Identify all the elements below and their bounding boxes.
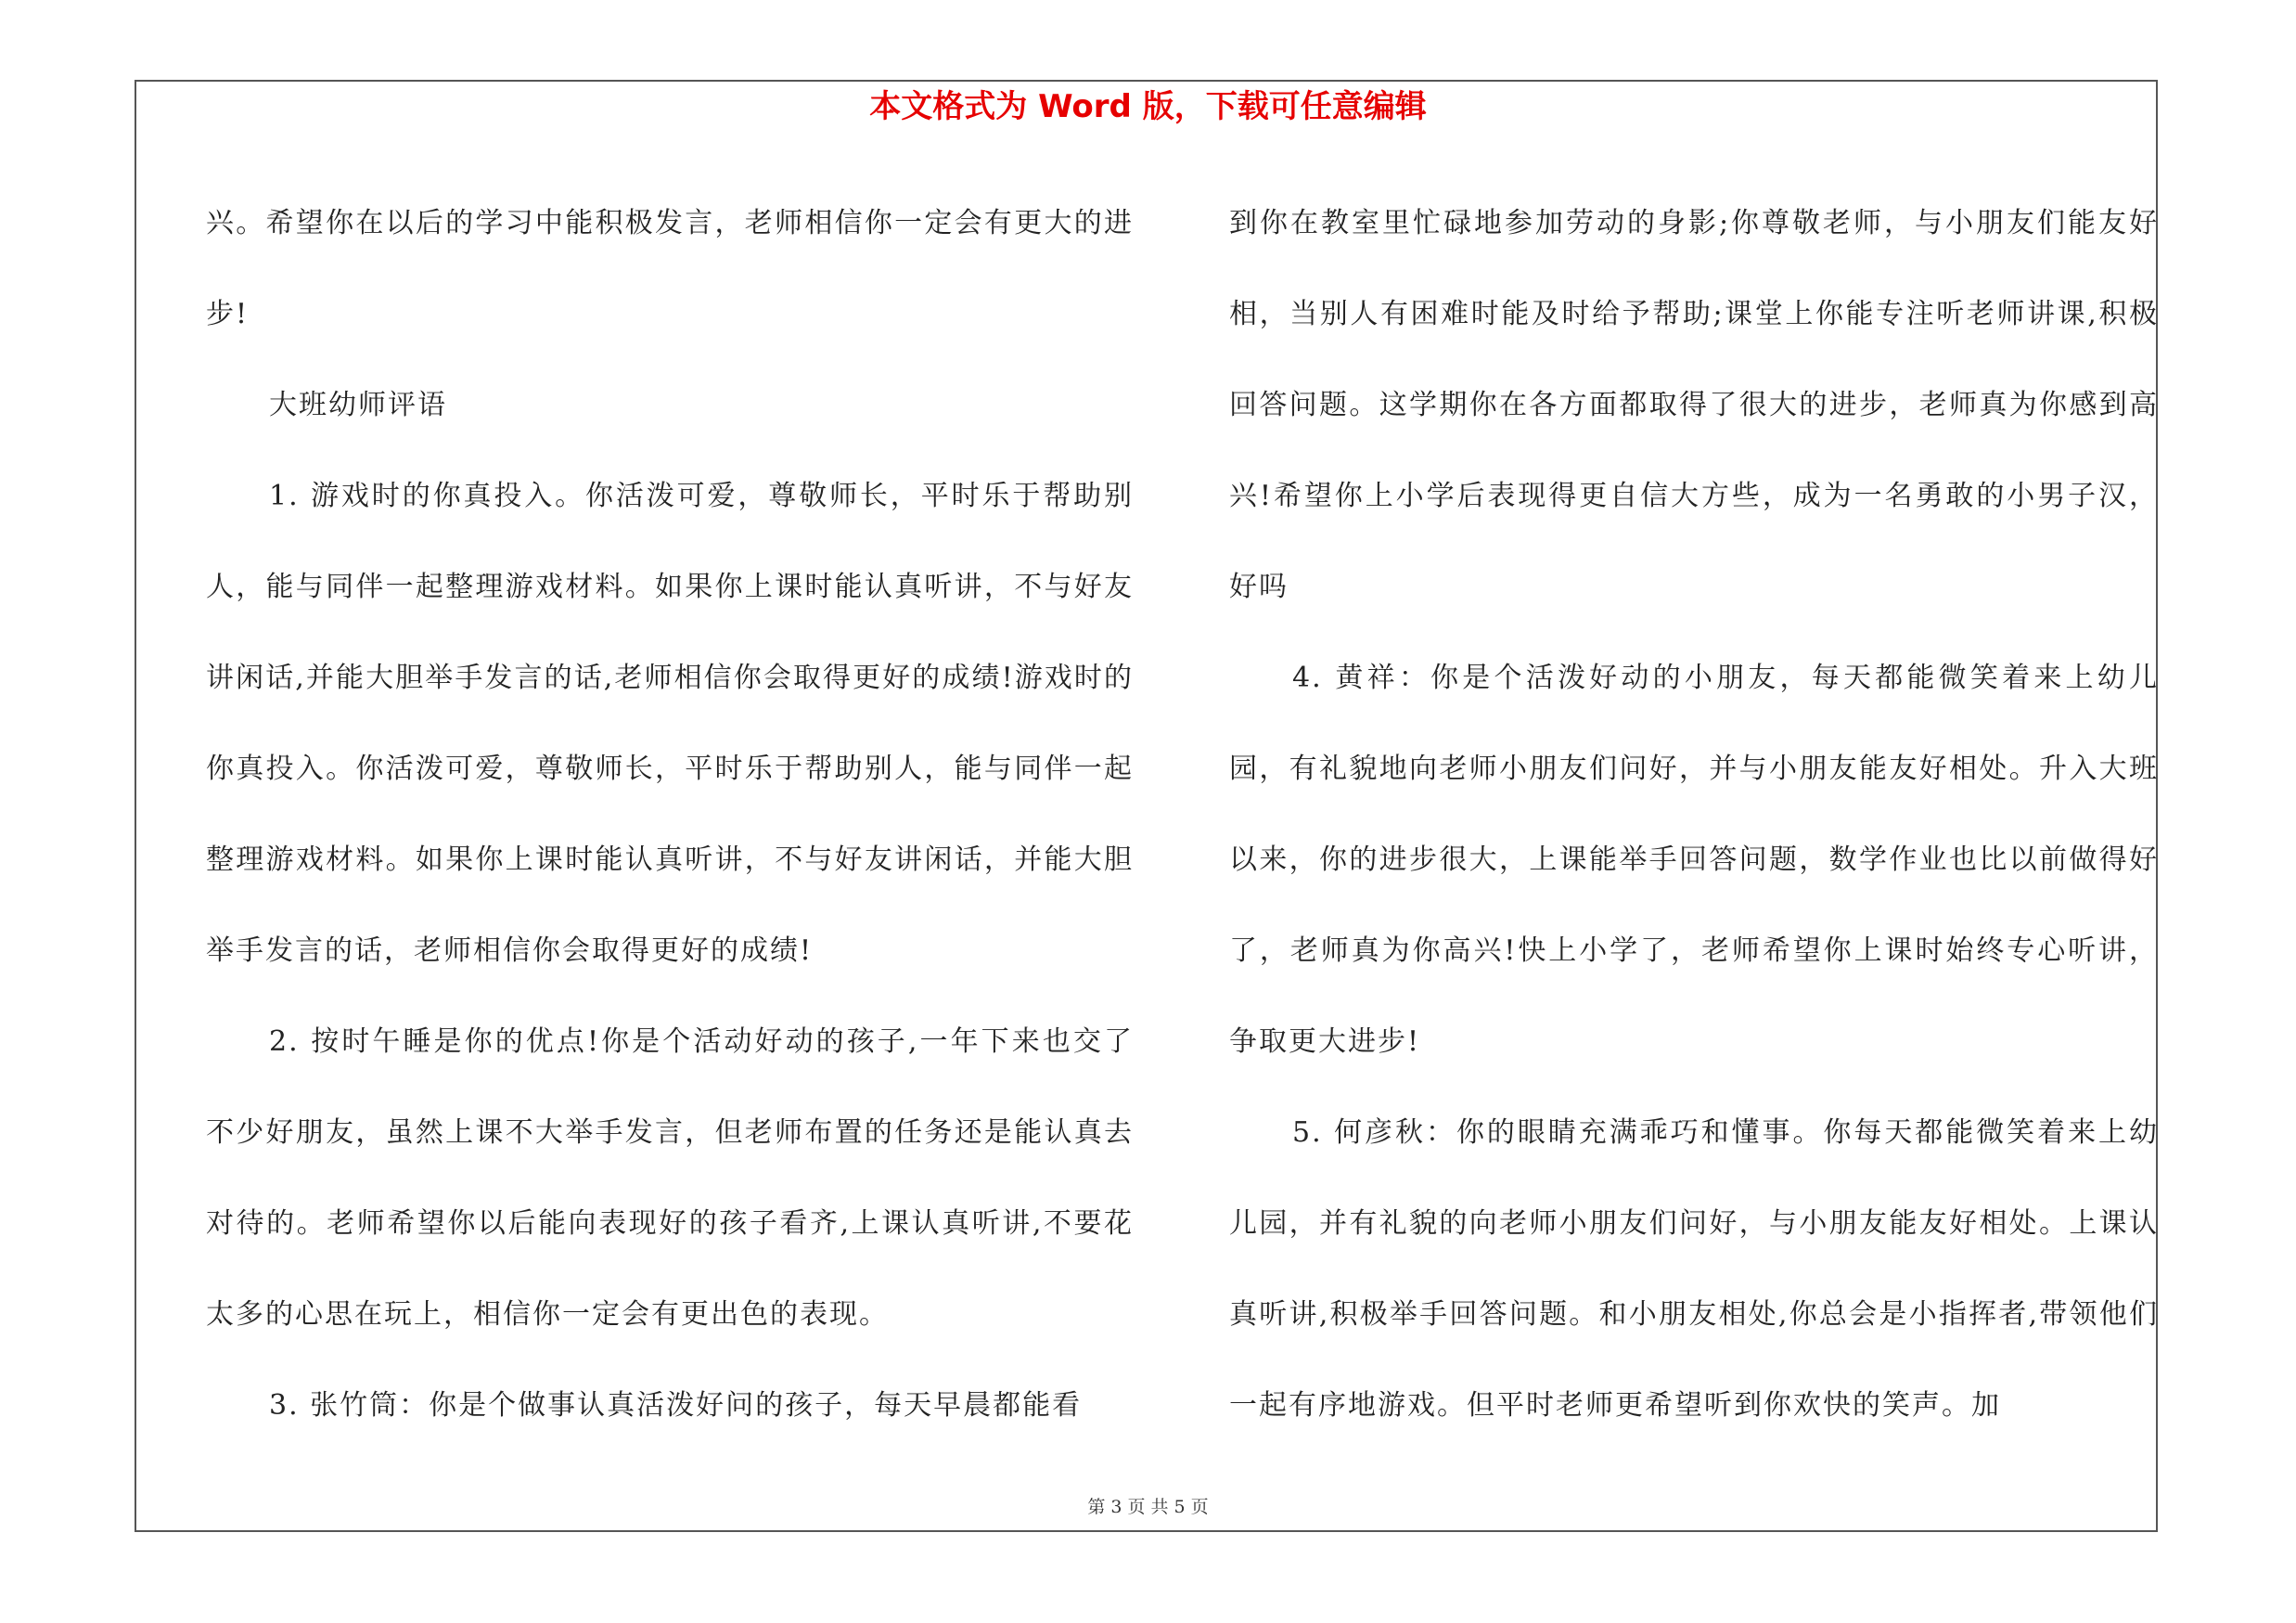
section-heading: 大班幼师评语	[269, 389, 447, 421]
right-paragraph-1: 到你在教室里忙碌地参加劳动的身影;你尊敬老师，与小朋友们能友好相，当别人有困难时能及时给予帮助;课堂上你能专注听老师讲课,积极回答问题。这学期你在各方面都取得了很大的进步，老师真为你感到高兴!希望你上小学后表现得更自信大方些，成为一名勇敢的小男子汉，好吗	[1229, 207, 2159, 603]
left-paragraph-1: 兴。希望你在以后的学习中能积极发言，老师相信你一定会有更大的进步!	[206, 207, 1134, 330]
right-paragraph-3: 5. 何彦秋：你的眼睛充满乖巧和懂事。你每天都能微笑着来上幼儿园，并有礼貌的向老师小朋友们问好，与小朋友能友好相处。上课认真听讲,积极举手回答问题。和小朋友相处,你总会是小指挥者,带领他们一起有序地游戏。但平时老师更希望听到你欢快的笑声。加	[1229, 1116, 2159, 1422]
page-number-footer: 第 3 页 共 5 页	[1087, 1497, 1209, 1517]
format-notice-banner: 本文格式为 Word 版，下载可任意编辑	[869, 88, 1427, 125]
right-paragraph-2: 4. 黄祥：你是个活泼好动的小朋友，每天都能微笑着来上幼儿园，有礼貌地向老师小朋友们问好，并与小朋友能友好相处。升入大班以来，你的进步很大，上课能举手回答问题，数学作业也比以前做得好了，老师真为你高兴!快上小学了，老师希望你上课时始终专心听讲，争取更大进步!	[1229, 662, 2159, 1058]
right-column	[1229, 178, 2159, 1451]
left-column	[206, 178, 1134, 1451]
left-paragraph-2: 1. 游戏时的你真投入。你活泼可爱，尊敬师长，平时乐于帮助别人，能与同伴一起整理游戏材料。如果你上课时能认真听讲，不与好友讲闲话,并能大胆举手发言的话,老师相信你会取得更好的成绩!游戏时的你真投入。你活泼可爱，尊敬师长，平时乐于帮助别人，能与同伴一起整理游戏材料。如果你上课时能认真听讲，不与好友讲闲话，并能大胆举手发言的话，老师相信你会取得更好的成绩!	[206, 480, 1134, 967]
left-paragraph-4: 3. 张竹筒：你是个做事认真活泼好问的孩子，每天早晨都能看	[269, 1389, 1083, 1422]
left-paragraph-3: 2. 按时午睡是你的优点!你是个活动好动的孩子,一年下来也交了不少好朋友，虽然上课不大举手发言，但老师布置的任务还是能认真去对待的。老师希望你以后能向表现好的孩子看齐,上课认真听讲,不要花太多的心思在玩上，相信你一定会有更出色的表现。	[206, 1025, 1134, 1331]
